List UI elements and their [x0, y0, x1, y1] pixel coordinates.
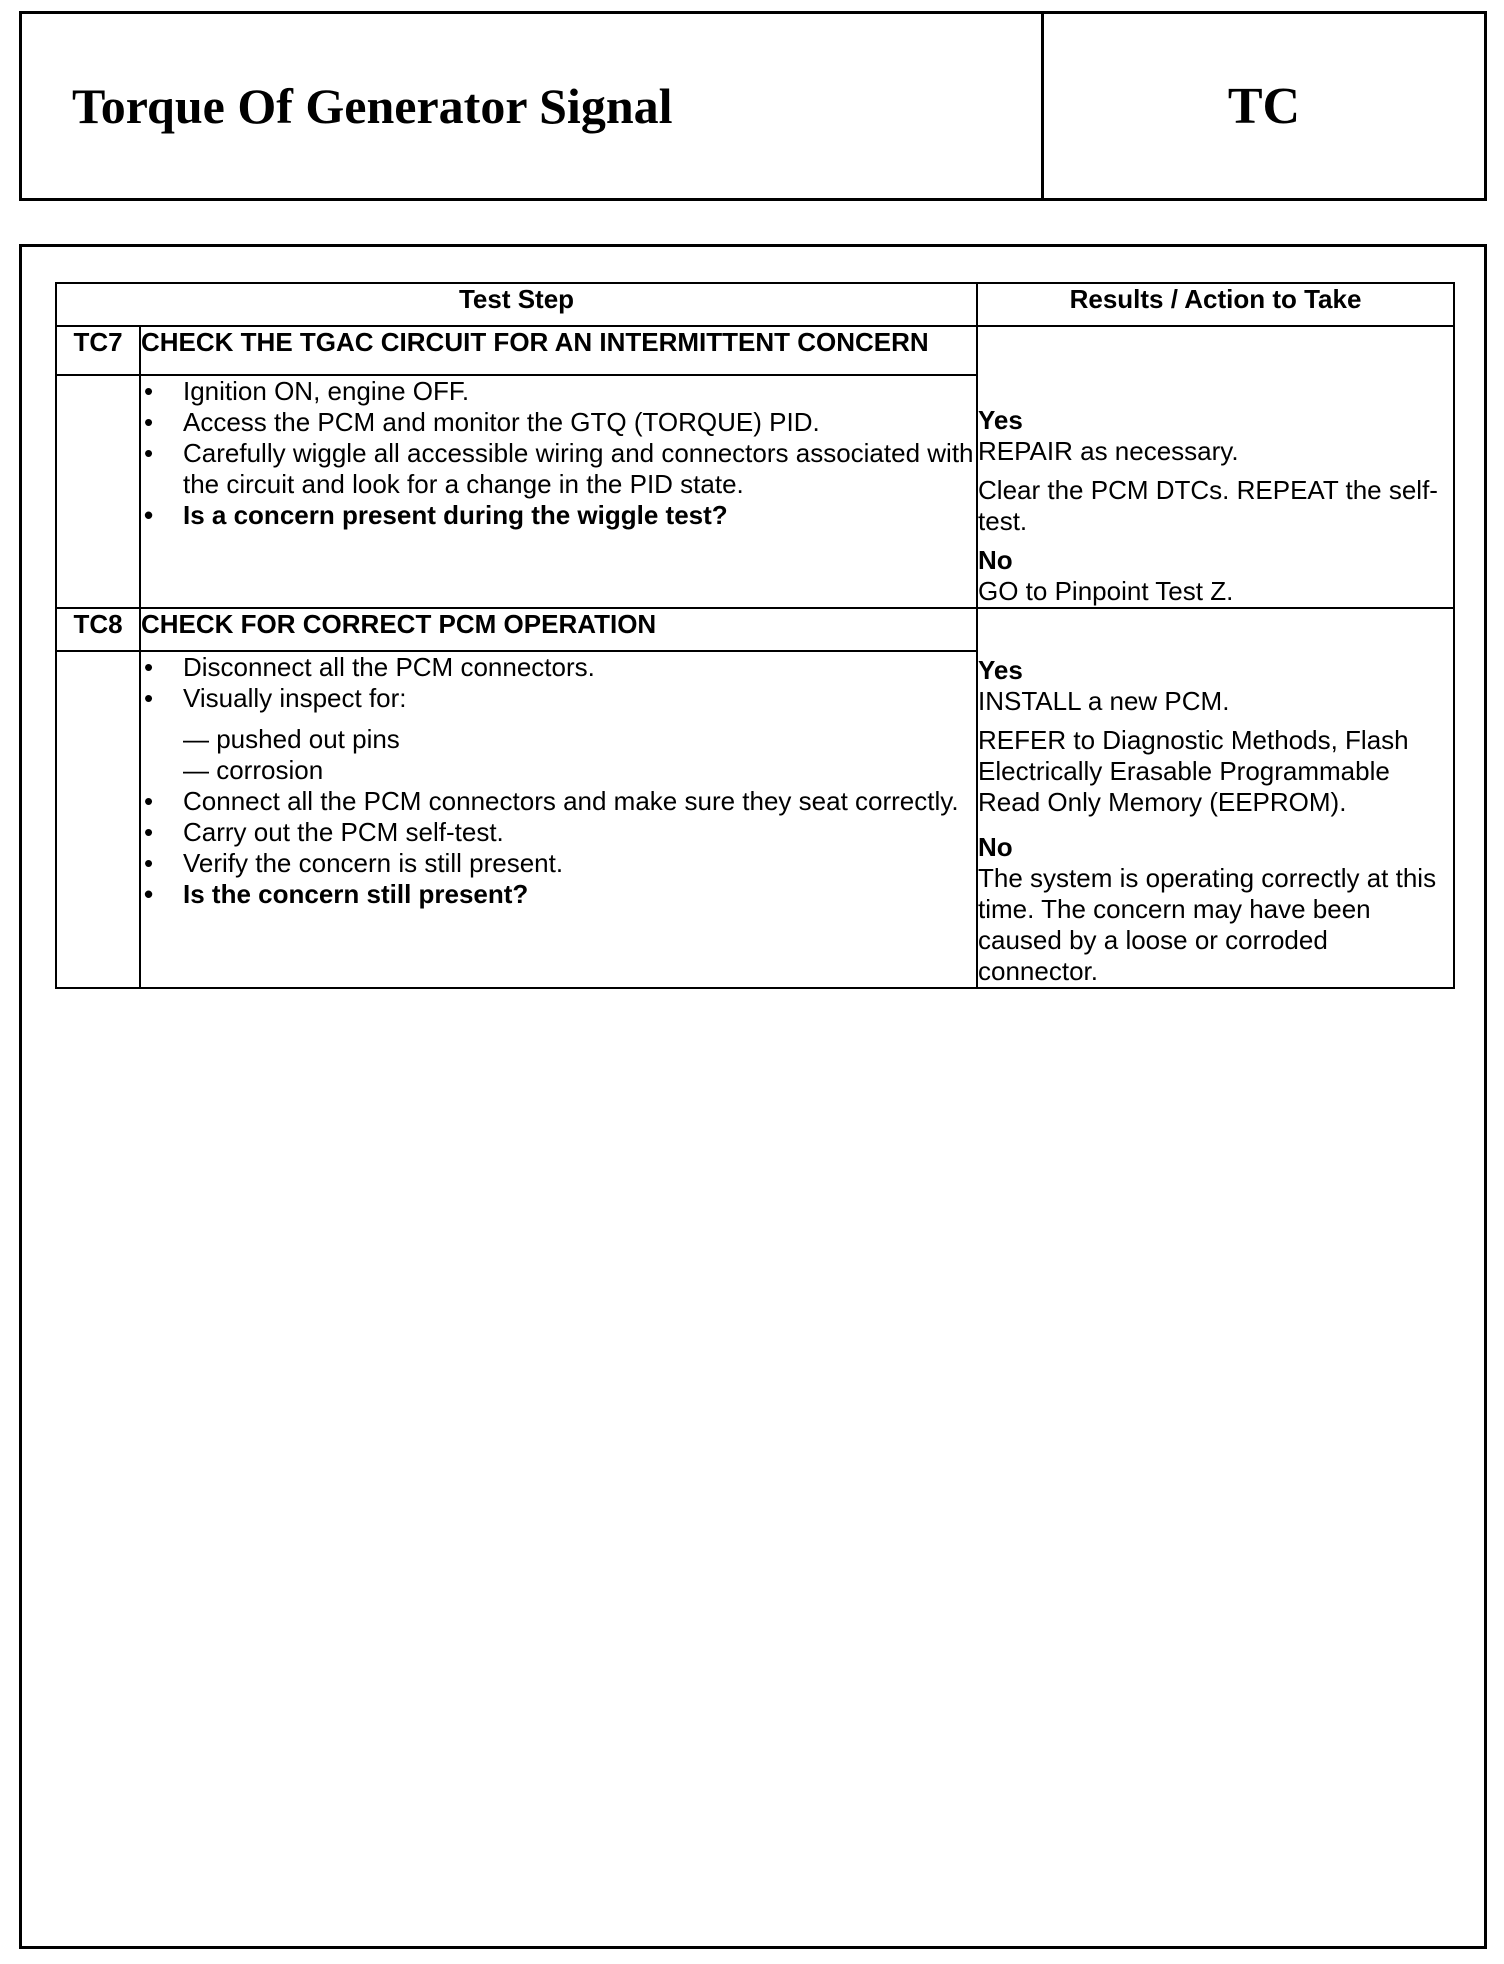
result-text: Clear the PCM DTCs. REPEAT the self-test. [978, 475, 1438, 536]
step-code: TC7 [56, 326, 140, 375]
step-code: TC8 [56, 608, 140, 651]
yes-label: Yes [978, 405, 1023, 435]
step-result [977, 608, 1454, 988]
step-code-empty [56, 651, 140, 988]
step-instructions [140, 651, 977, 988]
page-title: Torque Of Generator Signal [72, 78, 673, 134]
sub-list-item: — corrosion [183, 754, 324, 785]
list-item: • Access the PCM and monitor the GTQ (TORQUE) PID. [141, 407, 976, 438]
result-text: INSTALL a new PCM. [978, 686, 1230, 716]
sub-list-item: — pushed out pins [183, 723, 400, 754]
result-text: GO to Pinpoint Test Z. [978, 576, 1234, 606]
result-text: REFER to Diagnostic Methods, Flash Electrically Erasable Programmable Read Only Memory (EEPROM). [978, 725, 1409, 817]
step-result [977, 326, 1454, 608]
list-item: • Carry out the PCM self-test. [141, 817, 976, 848]
column-header-test-step: Test Step [56, 283, 977, 326]
step-code-empty [56, 375, 140, 608]
section-code: TC [1041, 14, 1484, 198]
test-step-table [55, 282, 1455, 989]
no-label: No [978, 832, 1013, 862]
table-row [56, 326, 1454, 375]
table-row [56, 608, 1454, 651]
list-item: • Disconnect all the PCM connectors. [141, 652, 976, 683]
list-item: • Verify the concern is still present. [141, 848, 976, 879]
list-item: • Carefully wiggle all accessible wiring and connectors associated with the circuit and look for a change in the PID state. [141, 438, 976, 500]
page-header [19, 11, 1487, 201]
yes-label: Yes [978, 655, 1023, 685]
step-title: CHECK THE TGAC CIRCUIT FOR AN INTERMITTENT CONCERN [140, 326, 977, 375]
column-header-results: Results / Action to Take [977, 283, 1454, 326]
step-instructions [140, 375, 977, 608]
list-item: • Is a concern present during the wiggle test? [141, 500, 976, 531]
list-item: • Connect all the PCM connectors and make sure they seat correctly. [141, 786, 976, 817]
step-title: CHECK FOR CORRECT PCM OPERATION [140, 608, 977, 651]
result-text: REPAIR as necessary. [978, 436, 1239, 466]
sub-list [183, 724, 976, 786]
list-item: • Visually inspect for: [141, 683, 976, 714]
content-frame [19, 244, 1487, 1949]
list-item: • Is the concern still present? [141, 879, 976, 910]
table-header-row [56, 283, 1454, 326]
result-text: The system is operating correctly at this time. The concern may have been caused by a loose or corroded connector. [978, 863, 1437, 986]
list-item: • Ignition ON, engine OFF. [141, 376, 976, 407]
no-label: No [978, 545, 1013, 575]
